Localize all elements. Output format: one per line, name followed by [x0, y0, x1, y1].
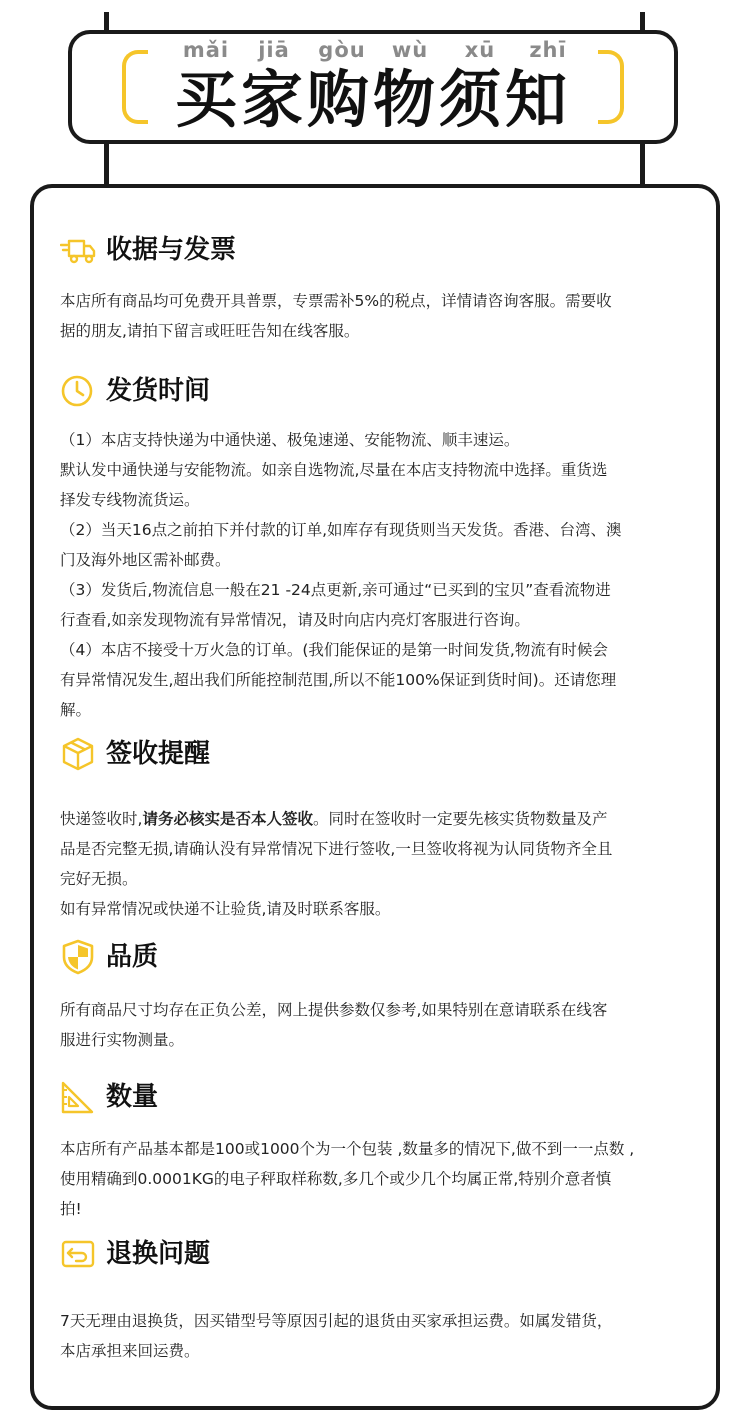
section-header — [60, 734, 700, 774]
section-header — [60, 937, 700, 977]
section-header — [60, 230, 700, 270]
text-line: （4）本店不接受十万火急的订单。(我们能保证的是第一时间发货,物流有时候会 — [60, 641, 608, 659]
section-quantity — [60, 1077, 700, 1224]
section-title: 数量 — [106, 1082, 159, 1112]
text-line: 择发专线物流货运。 — [60, 491, 200, 509]
section-title: 发货时间 — [106, 376, 211, 406]
text-line: 服进行实物测量。 — [60, 1031, 185, 1049]
section-header — [60, 1234, 700, 1274]
page-title: 买家购物须知 — [174, 63, 571, 136]
section-returns — [60, 1234, 700, 1366]
text-line: 有异常情况发生,超出我们所能控制范围,所以不能100%保证到货时间)。还请您理 — [60, 671, 617, 689]
text-line: （3）发货后,物流信息一般在21 -24点更新,亲可通过“已买到的宝贝”查看流物进 — [60, 581, 611, 599]
clock-icon — [60, 373, 96, 409]
section-header — [60, 1077, 700, 1117]
text-line: 据的朋友,请拍下留言或旺旺告知在线客服。 — [60, 322, 360, 340]
section-title: 签收提醒 — [106, 739, 211, 769]
section-shipping-time — [60, 371, 700, 725]
text-line — [60, 804, 700, 834]
text-line: 如有异常情况或快递不让验货,请及时联系客服。 — [60, 900, 391, 918]
text-line: 行查看,如亲发现物流有异常情况，请及时向店内亮灯客服进行咨询。 — [60, 611, 530, 629]
pinyin-row — [72, 38, 674, 64]
section-receipt — [60, 230, 700, 346]
text-line: 本店所有商品均可免费开具普票，专票需补5%的税点，详情请咨询客服。需要收 — [60, 292, 612, 310]
sign-rod-left-bottom — [104, 142, 109, 186]
pinyin-4: wù — [391, 38, 429, 62]
sign-rod-right-top — [640, 12, 645, 32]
pinyin-1: mǎi — [182, 38, 230, 62]
return-exchange-icon — [60, 1236, 96, 1272]
sign-rod-left-top — [104, 12, 109, 32]
notice-card — [30, 184, 720, 1410]
text-line: 解。 — [60, 701, 92, 719]
text-line: 门及海外地区需补邮费。 — [60, 551, 231, 569]
text-prefix: 快递签收时, — [60, 810, 143, 828]
ruler-triangle-icon — [60, 1079, 96, 1115]
sign-rod-right-bottom — [640, 142, 645, 186]
pinyin-2: jiā — [258, 38, 290, 62]
text-line: （2）当天16点之前拍下并付款的订单,如库存有现货则当天发货。香港、台湾、澳 — [60, 521, 622, 539]
text-suffix: 。同时在签收时一定要先核实货物数量及产 — [312, 810, 608, 828]
text-line: 使用精确到0.0001KG的电子秤取样称数,多几个或少几个均属正常,特别介意者慎 — [60, 1170, 612, 1188]
text-line: 所有商品尺寸均存在正负公差，网上提供参数仅参考,如果特别在意请联系在线客 — [60, 1001, 608, 1019]
text-line: 品是否完整无损,请确认没有异常情况下进行签收,一旦签收将视为认同货物齐全且 — [60, 840, 613, 858]
text-line: 默认发中通快递与安能物流。如亲自选物流,尽量在本店支持物流中选择。重货选 — [60, 461, 608, 479]
pinyin-5: xū — [464, 38, 496, 62]
text-line: 本店承担来回运费。 — [60, 1342, 200, 1360]
section-title: 退换问题 — [106, 1239, 211, 1269]
delivery-truck-icon — [60, 232, 96, 268]
text-line: 完好无损。 — [60, 870, 138, 888]
section-quality — [60, 937, 700, 1055]
text-line: 拍! — [60, 1200, 82, 1218]
header-sign — [68, 30, 678, 144]
package-box-icon — [60, 736, 96, 772]
pinyin-3: gòu — [318, 38, 366, 62]
text-line: 7天无理由退换货，因买错型号等原因引起的退货由买家承担运费。如属发错货， — [60, 1312, 613, 1330]
shield-icon — [60, 939, 96, 975]
emphasis-text: 请务必核实是否本人签收 — [142, 810, 313, 828]
pinyin-6: zhī — [529, 38, 567, 62]
section-header — [60, 371, 700, 411]
section-title: 品质 — [106, 942, 159, 972]
section-sign-reminder — [60, 734, 700, 924]
text-line: （1）本店支持快递为中通快递、极兔速递、安能物流、顺丰速运。 — [60, 431, 520, 449]
section-title: 收据与发票 — [106, 235, 237, 265]
text-line: 本店所有产品基本都是100或1000个为一个包装 ,数量多的情况下,做不到一一点数 , — [60, 1140, 635, 1158]
